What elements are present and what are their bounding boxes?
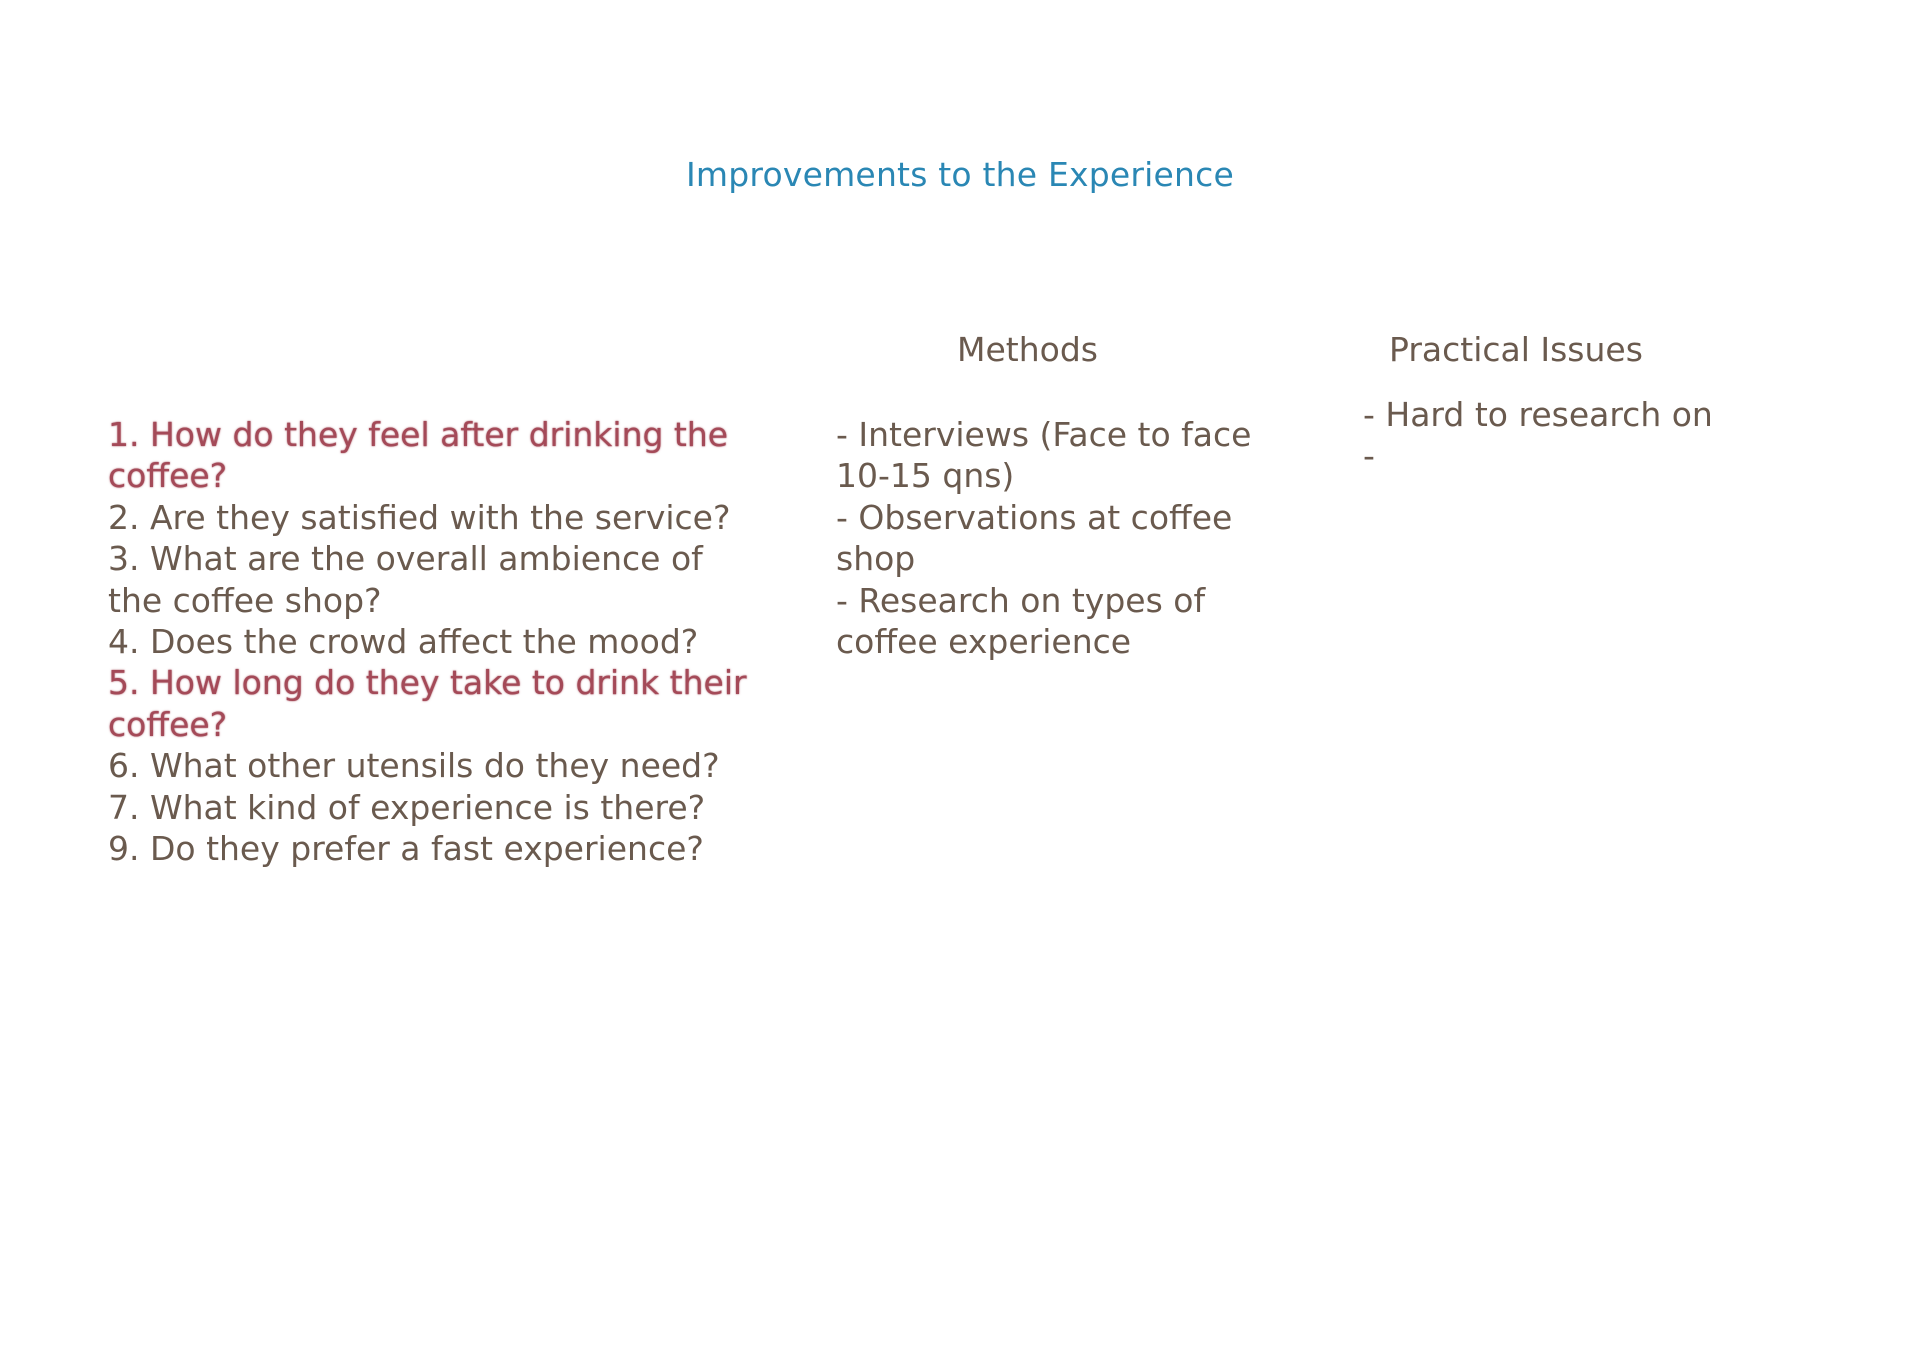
issue-line: - Hard to research on [1363, 395, 1713, 434]
method-line: - Research on types of [836, 580, 1206, 620]
question-line: 1. How do they feel after drinking the [108, 415, 729, 454]
question-line: the coffee shop? [108, 580, 382, 620]
question-line: coffee? [108, 456, 228, 496]
question-line: 6. What other utensils do they need? [108, 746, 720, 786]
page-title: Improvements to the Experience [686, 155, 1234, 194]
question-line: 9. Do they prefer a fast experience? [108, 829, 704, 869]
questions-list [108, 414, 748, 869]
practical-issues-list [1363, 394, 1763, 477]
question-line: 3. What are the overall ambience of [108, 539, 703, 579]
question-line: coffee? [108, 704, 228, 744]
method-line: - Observations at coffee [836, 497, 1233, 537]
question-line: 2. Are they satisfied with the service? [108, 497, 731, 537]
question-line: 4. Does the crowd affect the mood? [108, 622, 699, 662]
methods-list [836, 414, 1256, 662]
method-line: 10-15 qns) [836, 456, 1015, 496]
question-line: 7. What kind of experience is there? [108, 787, 706, 827]
issue-line: - [1363, 436, 1375, 476]
practical-issues-heading: Practical Issues [1389, 330, 1643, 369]
method-line: coffee experience [836, 622, 1132, 662]
method-line: shop [836, 539, 916, 579]
question-line: 5. How long do they take to drink their [108, 663, 747, 703]
method-line: - Interviews (Face to face [836, 415, 1252, 454]
methods-heading: Methods [957, 330, 1098, 369]
